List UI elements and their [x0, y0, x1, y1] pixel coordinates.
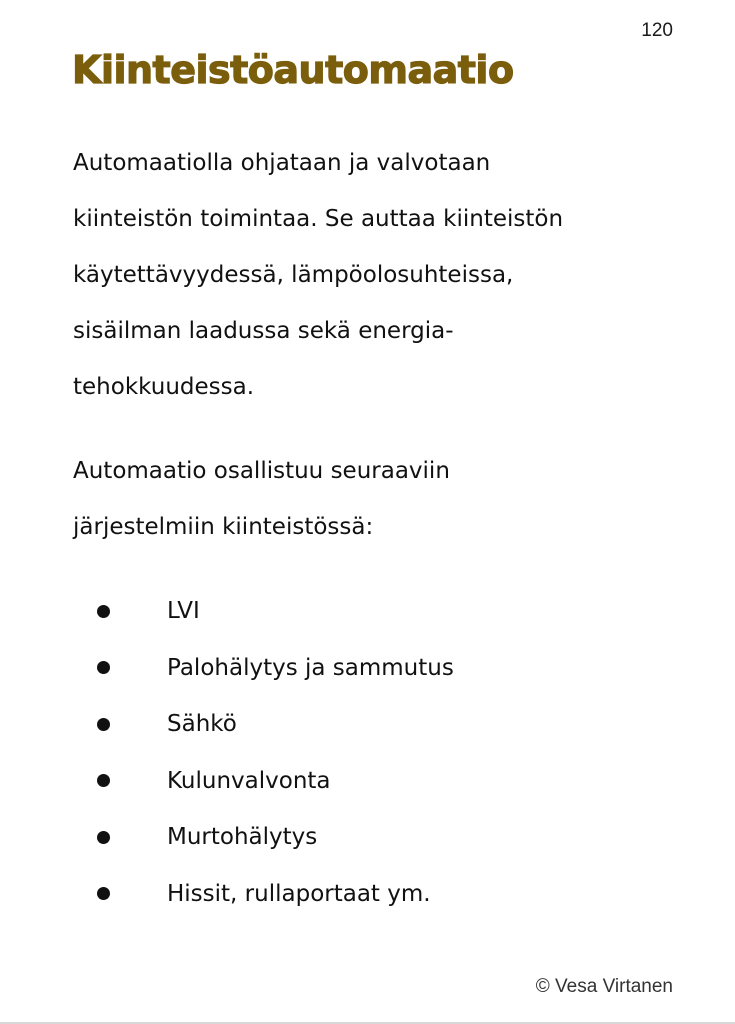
systems-list [97, 583, 454, 922]
list-item [97, 640, 454, 697]
list-item-label: Hissit, rullaportaat ym. [167, 880, 431, 907]
list-item [97, 753, 454, 810]
paragraph-line: Automaatio osallistuu seuraaviin [73, 458, 450, 484]
paragraph-line: tehokkuudessa. [73, 374, 255, 400]
paragraph-line: järjestelmiin kiinteistössä: [73, 514, 374, 540]
list-item [97, 583, 454, 640]
list-item-label: Sähkö [167, 711, 237, 738]
bullet-dot-icon [97, 774, 110, 787]
list-item-label: LVI [167, 598, 200, 625]
list-item [97, 809, 454, 866]
page-number: 120 [641, 20, 673, 41]
list-item-label: Murtohälytys [167, 824, 318, 851]
paragraph-line: käytettävyydessä, lämpöolosuhteissa, [73, 262, 514, 288]
paragraph-line: sisäilman laadussa sekä energia- [73, 318, 454, 344]
copyright-footer: © Vesa Virtanen [535, 976, 673, 997]
list-item-label: Palohälytys ja sammutus [167, 654, 454, 681]
page-title: Kiinteistöautomaatio [72, 48, 514, 92]
bullet-dot-icon [97, 605, 110, 618]
list-item [97, 696, 454, 753]
paragraph-line: Automaatiolla ohjataan ja valvotaan [73, 150, 491, 176]
list-item [97, 866, 454, 923]
paragraph-line: kiinteistön toimintaa. Se auttaa kiinteistön [73, 206, 564, 232]
intro-paragraph [73, 135, 673, 415]
bullet-dot-icon [97, 831, 110, 844]
bullet-dot-icon [97, 718, 110, 731]
bullet-dot-icon [97, 887, 110, 900]
systems-intro-paragraph [73, 443, 673, 555]
bullet-dot-icon [97, 661, 110, 674]
list-item-label: Kulunvalvonta [167, 767, 331, 794]
